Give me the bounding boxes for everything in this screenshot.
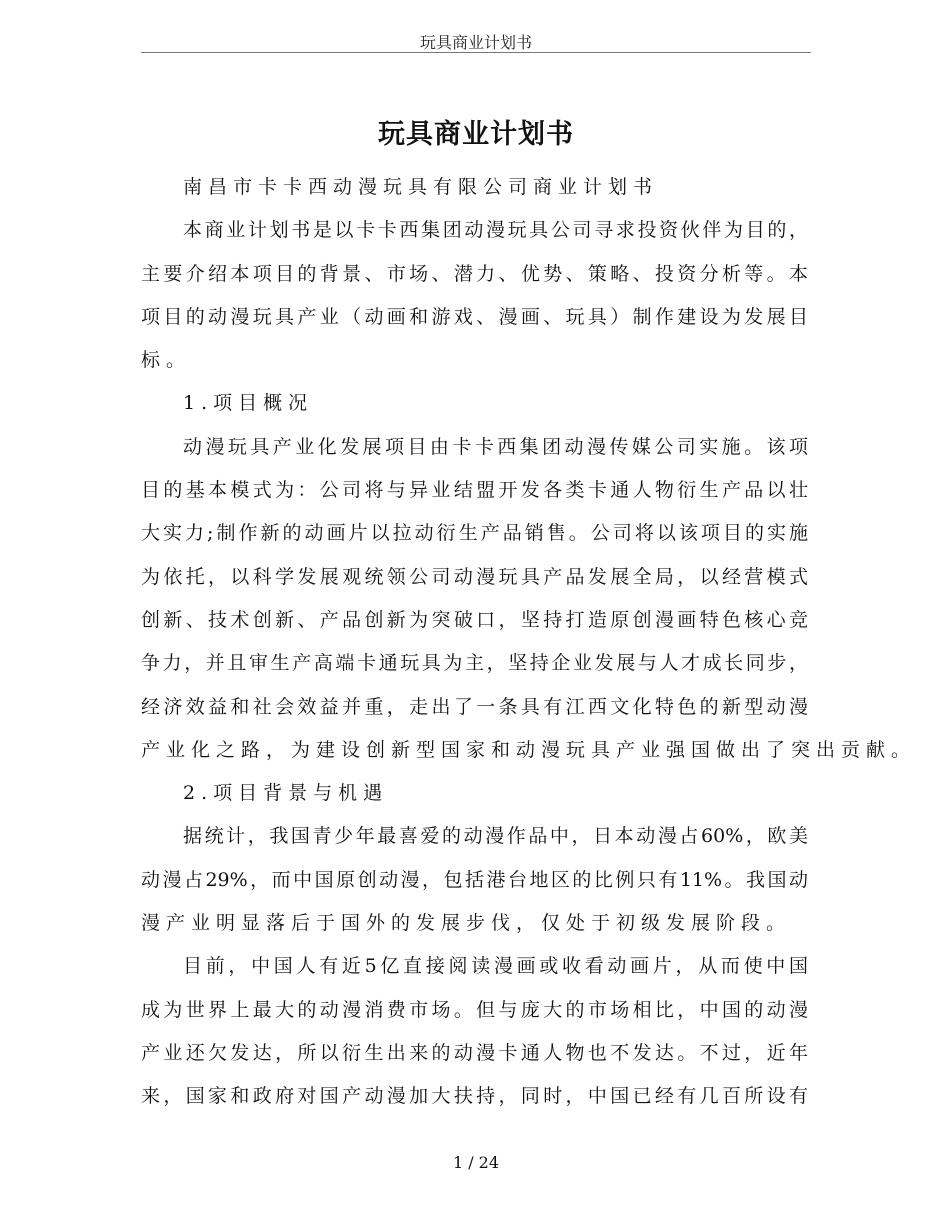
text-line: 漫产业明显落后于国外的发展步伐，仅处于初级发展阶段。 [141, 912, 792, 935]
text-line: 目的基本模式为：公司将与异业结盟开发各类卡通人物衍生产品以壮 [141, 479, 808, 502]
paragraph [141, 772, 808, 815]
text-line: 1.项目概况 [183, 392, 314, 415]
text-line: 动漫玩具产业化发展项目由卡卡西集团动漫传媒公司实施。该项 [183, 435, 808, 458]
running-header: 玩具商业计划书 [419, 33, 532, 52]
text-line: 标。 [141, 349, 192, 372]
text-line: 动漫占29%，而中国原创动漫，包括港台地区的比例只有11%。我国动 [141, 868, 808, 891]
paragraph [141, 815, 808, 945]
text-line: 南昌市卡卡西动漫玩具有限公司商业计划书 [183, 176, 659, 198]
text-line: 来，国家和政府对国产动漫加大扶持，同时，中国已经有几百所设有 [141, 1085, 808, 1108]
text-line: 2.项目背景与机遇 [183, 782, 389, 805]
text-line: 成为世界上最大的动漫消费市场。但与庞大的市场相比，中国的动漫 [141, 998, 808, 1021]
paragraph [141, 166, 808, 209]
text-line: 争力，并且审生产高端卡通玩具为主，坚持企业发展与人才成长同步， [141, 652, 808, 675]
text-line: 创新、技术创新、产品创新为突破口，坚持打造原创漫画特色核心竞 [141, 608, 808, 631]
text-line: 产业化之路，为建设创新型国家和动漫玩具产业强国做出了突出贡献。 [141, 738, 917, 761]
header-divider [141, 52, 811, 53]
text-line: 项目的动漫玩具产业（动画和游戏、漫画、玩具）制作建设为发展目 [141, 305, 808, 328]
text-line: 为依托，以科学发展观统领公司动漫玩具产品发展全局，以经营模式 [141, 565, 808, 588]
paragraph [141, 382, 808, 425]
paragraph [141, 426, 917, 772]
text-line: 本商业计划书是以卡卡西集团动漫玩具公司寻求投资伙伴为目的， [183, 219, 808, 242]
paragraph [141, 945, 808, 1118]
text-line: 大实力;制作新的动画片以拉动衍生产品销售。公司将以该项目的实施 [141, 522, 808, 545]
document-title: 玩具商业计划书 [378, 119, 574, 150]
paragraph [141, 209, 808, 382]
text-line: 产业还欠发达，所以衍生出来的动漫卡通人物也不发达。不过，近年 [141, 1041, 808, 1064]
text-line: 经济效益和社会效益并重，走出了一条具有江西文化特色的新型动漫 [141, 695, 808, 718]
text-line: 据统计，我国青少年最喜爱的动漫作品中，日本动漫占60%，欧美 [183, 825, 808, 848]
text-line: 主要介绍本项目的背景、市场、潜力、优势、策略、投资分析等。本 [141, 262, 808, 285]
document-body [141, 166, 917, 1119]
page-number: 1 / 24 [452, 1153, 500, 1172]
text-line: 目前，中国人有近5亿直接阅读漫画或收看动画片，从而使中国 [183, 955, 808, 978]
